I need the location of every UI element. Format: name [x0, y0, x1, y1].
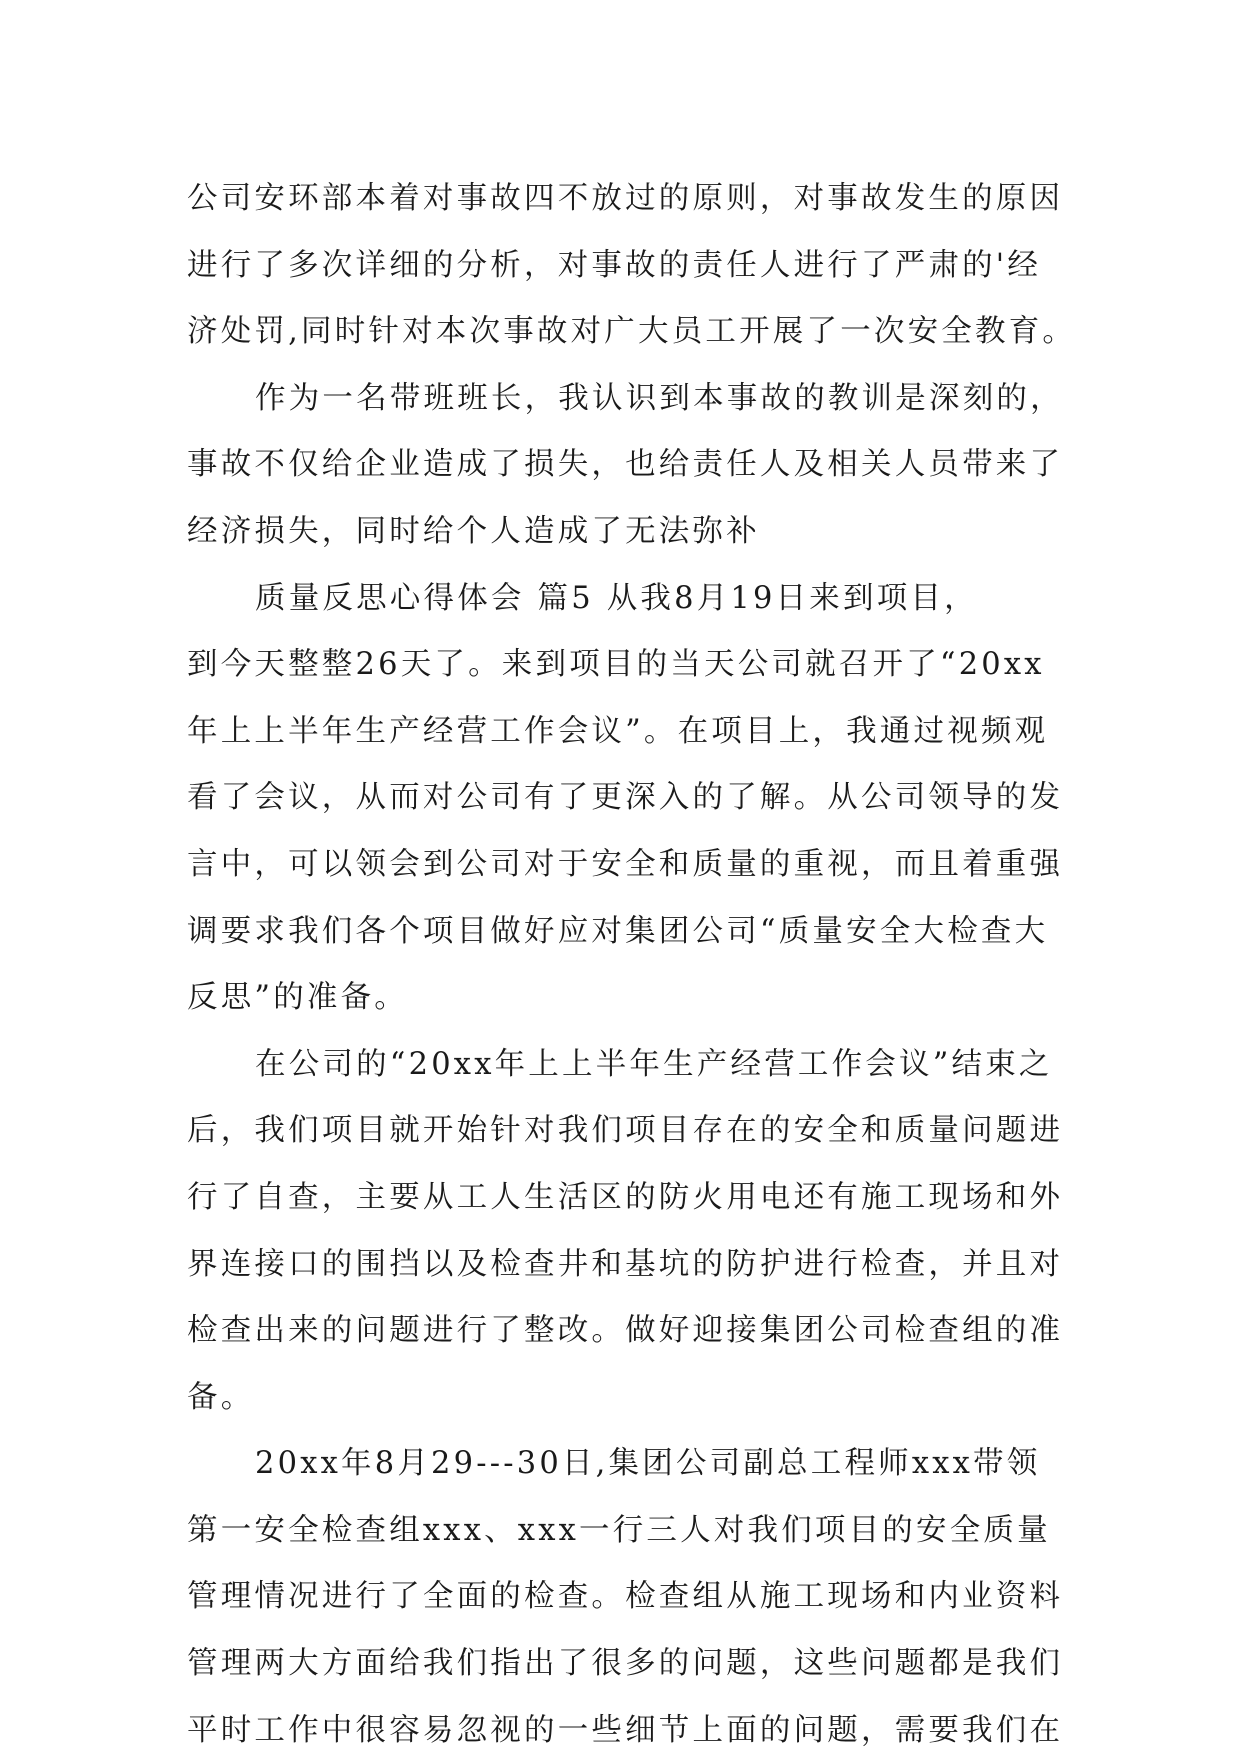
text-line: 作为一名带班班长，我认识到本事故的教训是深刻的，: [255, 380, 1064, 416]
text-line: 备。: [187, 1379, 255, 1415]
document-body: [187, 166, 1077, 1764]
text-line: 管理情况进行了全面的检查。检查组从施工现场和内业资料: [187, 1579, 1064, 1615]
text-line: 行了自查，主要从工人生活区的防火用电还有施工现场和外: [187, 1179, 1064, 1215]
text-line: 在公司的“20xx年上上半年生产经营工作会议”结束之: [255, 1046, 1053, 1082]
text-line: 后，我们项目就开始针对我们项目存在的安全和质量问题进: [187, 1113, 1064, 1149]
text-line: 公司安环部本着对事故四不放过的原则，对事故发生的原因: [187, 181, 1064, 216]
text-line: 进行了多次详细的分析，对事故的责任人进行了严肃的'经: [187, 247, 1042, 283]
text-line: 济处罚,同时针对本次事故对广大员工开展了一次安全教育。: [187, 314, 1077, 350]
text-line: 界连接口的围挡以及检查井和基坑的防护进行检查，并且对: [187, 1246, 1064, 1282]
text-line: 言中，可以领会到公司对于安全和质量的重视，而且着重强: [187, 846, 1064, 882]
text-line: 经济损失，同时给个人造成了无法弥补: [187, 513, 760, 549]
text-line: 年上上半年生产经营工作会议”。在项目上，我通过视频观: [187, 713, 1049, 749]
text-line: 到今天整整26天了。来到项目的当天公司就召开了“20xx: [187, 647, 1045, 683]
text-line: 管理两大方面给我们指出了很多的问题，这些问题都是我们: [187, 1646, 1064, 1682]
text-line: 20xx年8月29---30日,集团公司副总工程师xxx带领: [255, 1446, 1041, 1482]
text-line: 反思”的准备。: [187, 980, 408, 1016]
text-line: 平时工作中很容易忽视的一些细节上面的问题，需要我们在: [187, 1712, 1064, 1748]
text-line: 调要求我们各个项目做好应对集团公司“质量安全大检查大: [187, 913, 1049, 949]
text-line: 质量反思心得体会 篇5 从我8月19日来到项目，: [255, 580, 978, 616]
text-line: 看了会议，从而对公司有了更深入的了解。从公司领导的发: [187, 780, 1064, 816]
text-line: 第一安全检查组xxx、xxx一行三人对我们项目的安全质量: [187, 1512, 1051, 1548]
text-line: 检查出来的问题进行了整改。做好迎接集团公司检查组的准: [187, 1313, 1064, 1349]
text-line: 事故不仅给企业造成了损失，也给责任人及相关人员带来了: [187, 447, 1064, 483]
